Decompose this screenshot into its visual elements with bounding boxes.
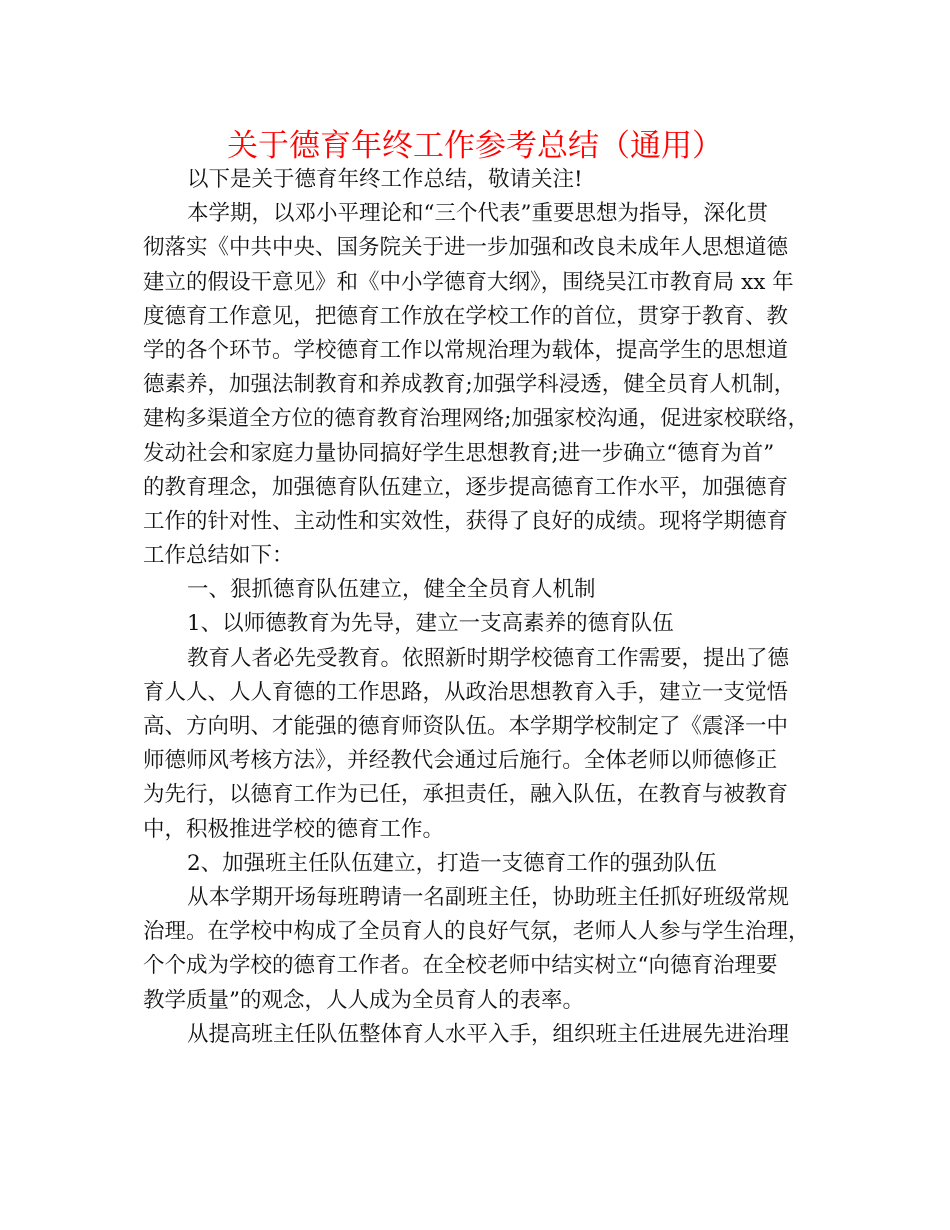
text-line: 的教育理念，加强德育队伍建立，逐步提高德育工作水平，加强德育 <box>143 474 789 500</box>
text-line: 建立的假设干意见》和《中小学德育大纲》，围绕吴江市教育局 xx 年 <box>143 269 794 295</box>
text-line: 中，积极推进学校的德育工作。 <box>143 816 445 842</box>
text-line: 1、以师德教育为先导，建立一支高素养的德育队伍 <box>187 611 674 637</box>
text-line: 工作的针对性、主动性和实效性，获得了良好的成绩。现将学期德育 <box>143 508 789 534</box>
text-line: 教育人者必先受教育。依照新时期学校德育工作需要，提出了德 <box>187 645 790 671</box>
text-line: 从提高班主任队伍整体育人水平入手，组织班主任进展先进治理 <box>187 1021 790 1047</box>
text-line: 一、狠抓德育队伍建立，健全全员育人机制 <box>187 577 596 603</box>
document-body <box>143 163 813 1052</box>
text-line: 教学质量”的观念，人人成为全员育人的表率。 <box>143 987 584 1013</box>
text-line: 2、加强班主任队伍建立，打造一支德育工作的强劲队伍 <box>187 850 717 876</box>
text-line: 建构多渠道全方位的德育教育治理网络;加强家校沟通，促进家校联络， <box>143 406 809 432</box>
text-line: 育人人、人人育德的工作思路，从政治思想教育入手，建立一支觉悟 <box>143 679 789 705</box>
document-title: 关于德育年终工作参考总结（通用） <box>227 128 723 164</box>
text-line: 工作总结如下： <box>143 543 294 569</box>
text-line: 度德育工作意见，把德育工作放在学校工作的首位，贯穿于教育、教 <box>143 303 789 329</box>
text-line: 本学期，以邓小平理论和“三个代表”重要思想为指导，深化贯 <box>187 201 768 227</box>
text-line: 学的各个环节。学校德育工作以常规治理为载体，提高学生的思想道 <box>143 337 789 363</box>
text-line: 从本学期开场每班聘请一名副班主任，协助班主任抓好班级常规 <box>187 884 790 910</box>
text-line: 治理。在学校中构成了全员育人的良好气氛，老师人人参与学生治理， <box>143 919 810 945</box>
text-line: 德素养，加强法制教育和养成教育;加强学科浸透，健全员育人机制， <box>143 372 796 398</box>
text-line: 以下是关于德育年终工作总结，敬请关注! <box>187 167 583 192</box>
text-line: 发动社会和家庭力量协同搞好学生思想教育;进一步确立“德育为首” <box>143 440 775 466</box>
text-line: 为先行，以德育工作为已任，承担责任，融入队伍，在教育与被教育 <box>143 782 789 808</box>
text-line: 师德师风考核方法》，并经教代会通过后施行。全体老师以师德修正 <box>143 748 778 774</box>
text-line: 高、方向明、才能强的德育师资队伍。本学期学校制定了《震泽一中 <box>143 714 789 739</box>
text-line: 彻落实《中共中央、国务院关于进一步加强和改良未成年人思想道德 <box>143 235 789 261</box>
text-line: 个个成为学校的德育工作者。在全校老师中结实树立“向德育治理要 <box>143 953 778 979</box>
